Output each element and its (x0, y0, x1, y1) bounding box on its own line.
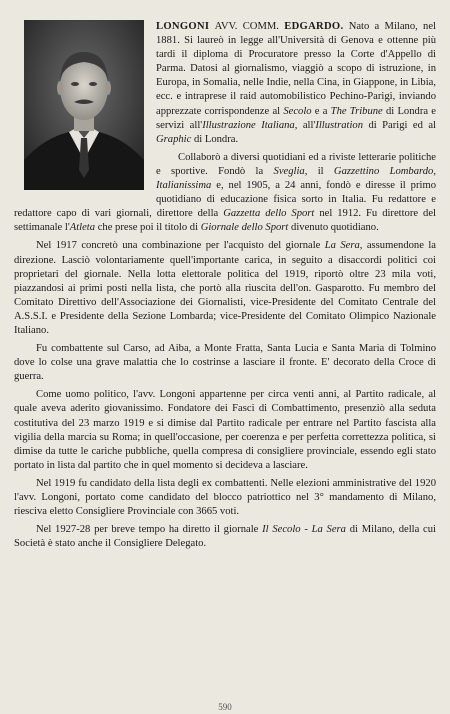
p2-sveglia: Sveglia (273, 165, 305, 177)
intro-tribune: The Tribune (330, 105, 383, 117)
intro-text-3: di Londra e servizi all' (156, 105, 436, 131)
entry-title: AVV. COMM. (214, 21, 279, 32)
p3-text-a: Nel 1917 concretò una combinazione per l'acquisto del giornale (36, 240, 325, 252)
p2-text-e: nel 1912. Fu direttore del settimanale l' (14, 208, 436, 234)
p2-giornale: Giornale dello Sport (200, 222, 289, 234)
portrait-image (24, 20, 144, 190)
p2-gazzetta: Gazzetta dello Sport (223, 208, 315, 220)
intro-illustrazione: Illustrazione Italiana (202, 119, 295, 131)
p2-atleta: Atleta (69, 222, 96, 234)
intro-text-6: di Londra. (191, 133, 239, 145)
p2-text-c: , (433, 165, 436, 177)
intro-illustration: Illustration (315, 119, 364, 131)
p7-text-a: Nel 1927-28 per breve tempo ha diretto il giornale (36, 524, 263, 536)
p3-la-sera: La Sera (324, 240, 360, 252)
entry-name: EDGARDO. (284, 21, 344, 32)
paragraph-la-sera (14, 239, 436, 338)
p2-gazzettino: Gazzettino Lombardo (333, 165, 434, 177)
paragraph-politics: Come uomo politico, l'avv. Longoni appartenne per circa venti anni, al Partito radicale, al quale aveva aderito giovanissimo. Fondatore dei Fasci di Combattimento, presenziò alla seduta costitutiva del 23 marzo 1919 e si dimise dal Partito radicale per entrare nel Partito fascista alla vigilia della marcia su Roma; in quell'occasione, per coerenza e per perfetta correttezza politica, si dimise da tutte le cariche pubbliche, quella compresa di consigliere provinciale, essendo egli stato portato in lista dal partito che in quel momento si decideva a lasciare. (14, 389, 436, 471)
paragraph-war: Fu combattente sul Carso, ad Aiba, a Monte Fratta, Santa Lucia e Santa Maria di Tolmino dove lo colse una grave malattia che lo costrinse a lasciare il fronte. E' decorato della Croce di guerra. (14, 343, 436, 383)
intro-text-2: e a (311, 105, 331, 117)
p3-text-b: , assumendone la direzione. Lasciò volontariamente quell'importante carica, in seguito a disaccordi politici coi proprietari del giornale. Nella lotta elettorale politica del 1919, riportò oltre 23 mila voti, piazzandosi ai primi posti nella lista, che portò alla riuscita dell'on. Gasparotto. Fu membro del Comitato Direttivo dell'Associazione dei Giornalisti, vice-Presidente del Comitato Centrale del A.S.S.I. e Presidente della Sezione Lombarda; vice-Presidente del Comitato Olimpico Nazionale Italiano. (14, 240, 436, 336)
p2-text-g: divenuto quotidiano. (288, 222, 379, 234)
paragraph-elections: Nel 1919 fu candidato della lista degli ex combattenti. Nelle elezioni amministrative del 1920 l'avv. Longoni, portato come candidato del blocco patriottico nel 3° mandamento di Milano, riesciva eletto Consigliere Provinciale con 3665 voti. (14, 477, 436, 518)
intro-text-5: di Parigi ed al (363, 119, 436, 131)
p2-text-a: Collaborò a diversi quotidiani ed a riviste letterarie politiche e sportive. Fondò la (156, 151, 436, 177)
page-number: 590 (218, 702, 232, 712)
p2-text-f: che prese poi il titolo di (95, 222, 201, 234)
p2-italianissima: Italianissima (156, 180, 212, 192)
p7-secolo: Il Secolo - La Sera (262, 524, 346, 536)
p2-text-b: , il (304, 165, 334, 177)
p7-text-b: di Milano, della cui Società è stato anche il Consigliere Delegato. (14, 524, 436, 550)
portrait-photo (24, 20, 144, 190)
p2-text-d: e, nel 1905, a 24 anni, fondò e diresse il primo quotidiano di educazione fisica sorto in Italia. Fu redattore e redattore capo di vari giornali, direttore della (14, 180, 436, 220)
intro-secolo: Secolo (283, 105, 312, 117)
intro-text: Nato a Milano, nel 1881. Si laureò in legge all'Università di Genova e ottenne più tardi il diploma di Procuratore presso la Corte d'Appello di Parma. Datosi al giornalismo, viaggiò a scopo di istruzione, in Europa, in Somalia, nelle Indie, nella Cina, in Giappone, in Libia, ecc. e intraprese il raid automobilistico Pechino-Parigi, inviando apprezzate corrispondenze al (156, 21, 436, 117)
intro-text-4: , all' (294, 119, 316, 131)
entry-surname: LONGONI (156, 21, 210, 32)
intro-graphic: Graphic (156, 133, 192, 145)
paragraph-secolo (14, 523, 436, 551)
